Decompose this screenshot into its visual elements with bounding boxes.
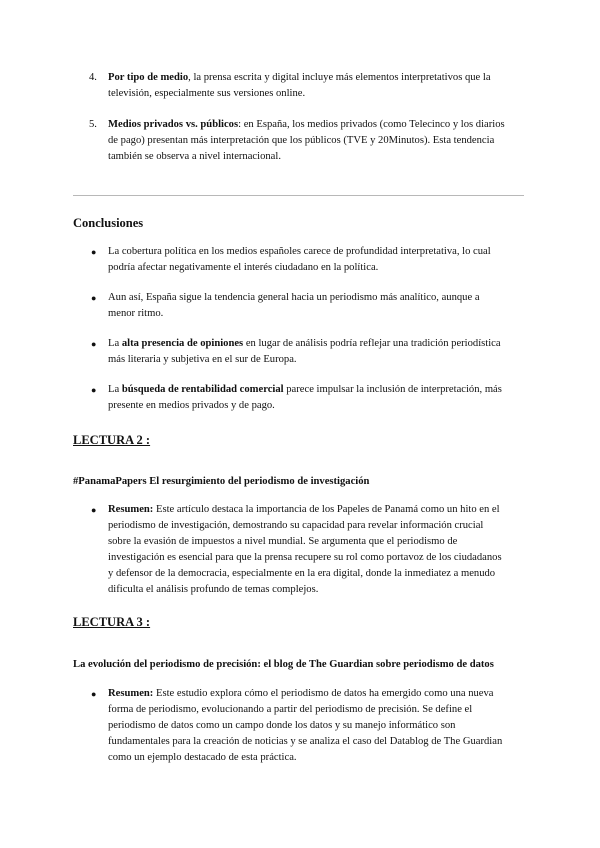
item-text: forma de periodismo, evolucionando a partir del periodismo de precisión. Se define el [108,704,473,715]
list-item [89,70,529,102]
numbered-list [89,70,529,165]
conclusions-list [91,244,531,414]
item-text: Este estudio explora cómo el periodismo de datos ha emergido como una nueva [153,688,494,699]
item-text: parece impulsar la inclusión de interpretación, más [283,384,502,395]
item-number: 4. [89,72,97,83]
lectura-3-summary [91,686,541,766]
item-text: : en España, los medios privados (como Telecinco y los diarios [238,119,505,130]
item-text: , la prensa escrita y digital incluye más elementos interpretativos que la [188,72,491,83]
bullet-icon: ● [91,385,97,395]
item-text: televisión, especialmente sus versiones online. [108,88,306,99]
item-text: podría afectar negativamente el interés ciudadano en la política. [108,262,379,273]
lectura-2-heading: LECTURA 2 : [73,433,151,447]
list-item [91,244,531,276]
list-item [89,117,529,165]
item-text: y defensor de la democracia, especialmente en la era digital, donde la inmediatez a menudo [108,568,496,579]
item-text: de pago) presentan más interpretación que los públicos (TVE y 20Minutos). Esta tendencia [108,135,495,146]
bullet-icon: ● [91,689,97,699]
list-item [91,686,541,766]
item-number: 5. [89,119,97,130]
bullet-icon: ● [91,293,97,303]
item-bold: Medios privados vs. públicos [108,119,239,130]
item-text: La [108,384,122,395]
item-text: fundamentales para la creación de noticias y se analiza el caso del Datablog de The Guardian [108,736,503,747]
item-text: investigación es esencial para que la prensa recupere su rol como portavoz de los ciudadanos [108,552,502,563]
item-text: periodismo de investigación, demostrando su capacidad para revelar información crucial [108,520,484,531]
item-bold: alta presencia de opiniones [121,338,244,349]
item-text: periodismo de datos como un campo donde los datos y su manejo informático son [108,720,456,731]
item-text: más literaria y subjetiva en el sur de Europa. [108,354,297,365]
summary-label: Resumen: [108,688,154,699]
bullet-icon: ● [91,247,97,257]
horizontal-divider [73,195,524,196]
list-item [91,502,541,598]
item-text: sobre la evasión de impuestos a nivel mundial. Se argumenta que el periodismo de [108,536,458,547]
item-text: también se observa a nivel internacional. [108,151,281,162]
list-item [91,290,531,322]
item-text: Este artículo destaca la importancia de los Papeles de Panamá como un hito en el [153,504,500,515]
list-item [91,336,531,368]
item-text: dificulta el análisis profundo de temas complejos. [108,584,319,595]
item-text: como un ejemplo destacado de esta práctica. [108,752,297,763]
conclusions-heading: Conclusiones [73,216,144,230]
lectura-2-title: #PanamaPapers El resurgimiento del periodismo de investigación [73,476,370,487]
item-text: menor ritmo. [108,308,164,319]
lectura-3-heading: LECTURA 3 : [73,615,151,629]
lectura-2-summary [91,502,541,598]
summary-label: Resumen: [108,504,154,515]
item-text: La cobertura política en los medios españoles carece de profundidad interpretativa, lo cual [108,246,491,257]
item-bold: búsqueda de rentabilidad comercial [121,384,284,395]
bullet-icon: ● [91,339,97,349]
item-text: Aun así, España sigue la tendencia general hacia un periodismo más analítico, aunque a [108,292,480,303]
item-text: en lugar de análisis podría reflejar una tradición periodística [243,338,501,349]
item-text: La [108,338,122,349]
bullet-icon: ● [91,505,97,515]
lectura-3-title: La evolución del periodismo de precisión: el blog de The Guardian sobre periodismo de datos [73,659,494,670]
item-text: presente en medios privados y de pago. [108,400,275,411]
item-bold: Por tipo de medio [108,72,189,83]
list-item [91,382,531,414]
